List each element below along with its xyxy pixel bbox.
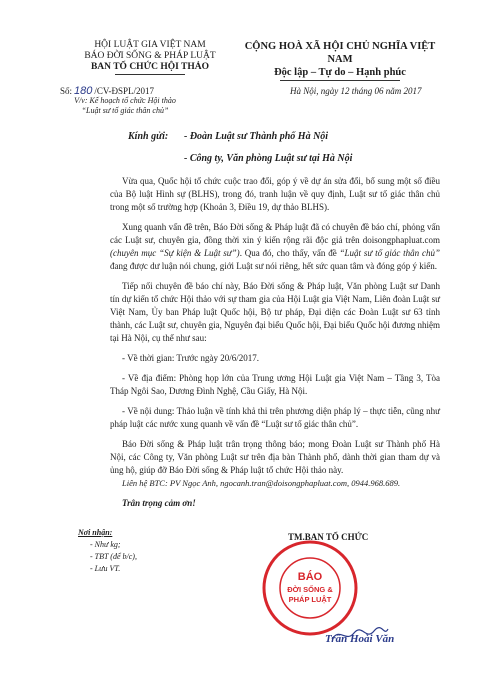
motto-underline <box>280 80 400 81</box>
doc-number-suffix: /CV-ĐSPL/2017 <box>94 86 155 96</box>
paragraph-content: - Về nội dung: Thảo luận về tính khả thi trên phương diện pháp lý – thực tiễn, cũng như pháp luật các nước xung quanh về vấn đề “Luật sư tố giác thân chủ”. <box>110 406 440 429</box>
document-subject <box>60 96 190 116</box>
p2-text-2: . Qua đó, cho thấy, vấn đề <box>239 248 340 258</box>
recipient-item: - Lưu VT. <box>90 564 121 573</box>
p2-italic-2: “Luật sư tố giác thân chủ” <box>339 248 440 258</box>
recipients-block <box>78 527 137 575</box>
recipient-item: - TBT (để b/c), <box>90 552 137 561</box>
recipient-item: - Như kg; <box>90 540 121 549</box>
addressee-block <box>128 126 352 170</box>
addressee-line-2: - Công ty, Văn phòng Luật sư tại Hà Nội <box>184 153 353 164</box>
subject-line-1: V/v: Kế hoạch tổ chức Hội thảo <box>74 96 176 105</box>
national-header <box>240 40 440 81</box>
addressee-line-1: - Đoàn Luật sư Thành phố Hà Nội <box>184 131 329 142</box>
document-date: Hà Nội, ngày 12 tháng 06 năm 2017 <box>290 86 422 96</box>
stamp-text-1: BÁO <box>297 571 323 583</box>
organization-header <box>70 40 230 75</box>
p2-text-1: Xung quanh vấn đề trên, Báo Đời sống & Pháp luật đã có chuyên đề báo chí, phỏng vấn các Luật sư, chuyên gia, đồng thời xin ý kiến rộng rãi độc giả trên doisongphapluat.com <box>110 222 440 245</box>
org-line-1: HỘI LUẬT GIA VIỆT NAM <box>94 40 206 50</box>
signature-title: TM.BAN TỔ CHỨC <box>288 532 369 542</box>
nation-motto: Độc lập – Tự do – Hạnh phúc <box>274 67 406 78</box>
p2-text-3: đang được dư luận nói chung, giới Luật sư nói riêng, hết sức quan tâm và đóng góp ý kiến. <box>110 261 437 271</box>
red-seal-stamp <box>260 538 360 638</box>
recipients-title: Nơi nhận: <box>78 528 113 537</box>
thanks-line: Trân trọng cảm ơn! <box>122 498 196 508</box>
paragraph-3: Tiếp nối chuyên đề báo chí này, Báo Đời sống & Pháp luật, Văn phòng Luật sư Danh tín dự kiến tổ chức Hội thảo với sự tham gia của Hội Luật gia Việt Nam, Liên đoàn Luật sư Việt Nam, Ủy ban Pháp luật Quốc hội, Bộ tư pháp, Đại diện các Đoàn Luật sư 63 tỉnh thành, các Luật sư, chuyên gia, Nguyên đại biểu Quốc hội, Đại biểu Quốc hội đương nhiệm tại Hà Nội, cụ thể như sau: <box>110 281 440 343</box>
paragraph-time: - Về thời gian: Trước ngày 20/6/2017. <box>122 353 259 363</box>
stamp-text-3: PHÁP LUẬT <box>288 595 332 604</box>
paragraph-closing: Báo Đời sống & Pháp luật trân trọng thông báo; mong Đoàn Luật sư Thành phố Hà Nội, các Công ty, Văn phòng Luật sư trên địa bàn Thành phố, dành thời gian tham dự và ủng hộ, giúp đỡ Báo Đời sống & Pháp luật tổ chức Hội thảo này. <box>110 439 440 475</box>
nation-title: CỘNG HOÀ XÃ HỘI CHỦ NGHĨA VIỆT NAM <box>244 41 436 65</box>
p2-italic-1: (chuyên mục “Sự kiện & Luật sư”) <box>110 248 240 258</box>
subject-line-2: “Luật sư tố giác thân chủ” <box>81 106 169 115</box>
paragraph-2 <box>110 221 440 273</box>
doc-number-handwritten: 180 <box>74 85 93 97</box>
signer-name: Trần Hoài Văn <box>325 633 395 645</box>
org-underline <box>115 74 185 75</box>
letter-body <box>110 175 440 484</box>
liaison-contact: Liên hệ BTC: PV Ngọc Anh, ngocanh.tran@doisongphapluat.com, 0944.968.689. <box>122 478 401 488</box>
paragraph-1: Vừa qua, Quốc hội tổ chức cuộc trao đổi, góp ý về dự án sửa đổi, bổ sung một số điều của Bộ luật Hình sự (BLHS), trong đó, tranh luận về quy định, Luật sư tố giác thân chủ trong một số trường hợp (Khoản 3, Điều 19, dự thảo BLHS). <box>110 176 440 212</box>
stamp-text-2: ĐỜI SỐNG & <box>287 585 333 594</box>
org-line-2: BÁO ĐỜI SỐNG & PHÁP LUẬT <box>84 51 216 61</box>
org-line-3: BAN TỔ CHỨC HỘI THẢO <box>90 62 210 72</box>
paragraph-location: - Về địa điểm: Phòng họp lớn của Trung ương Hội Luật gia Việt Nam – Tầng 3, Tòa Tháp Ngôi Sao, Dương Đình Nghệ, Cầu Giấy, Hà Nội. <box>110 373 440 396</box>
addressee-label: Kính gửi: <box>128 131 169 142</box>
doc-number-prefix: Số: <box>60 86 73 96</box>
